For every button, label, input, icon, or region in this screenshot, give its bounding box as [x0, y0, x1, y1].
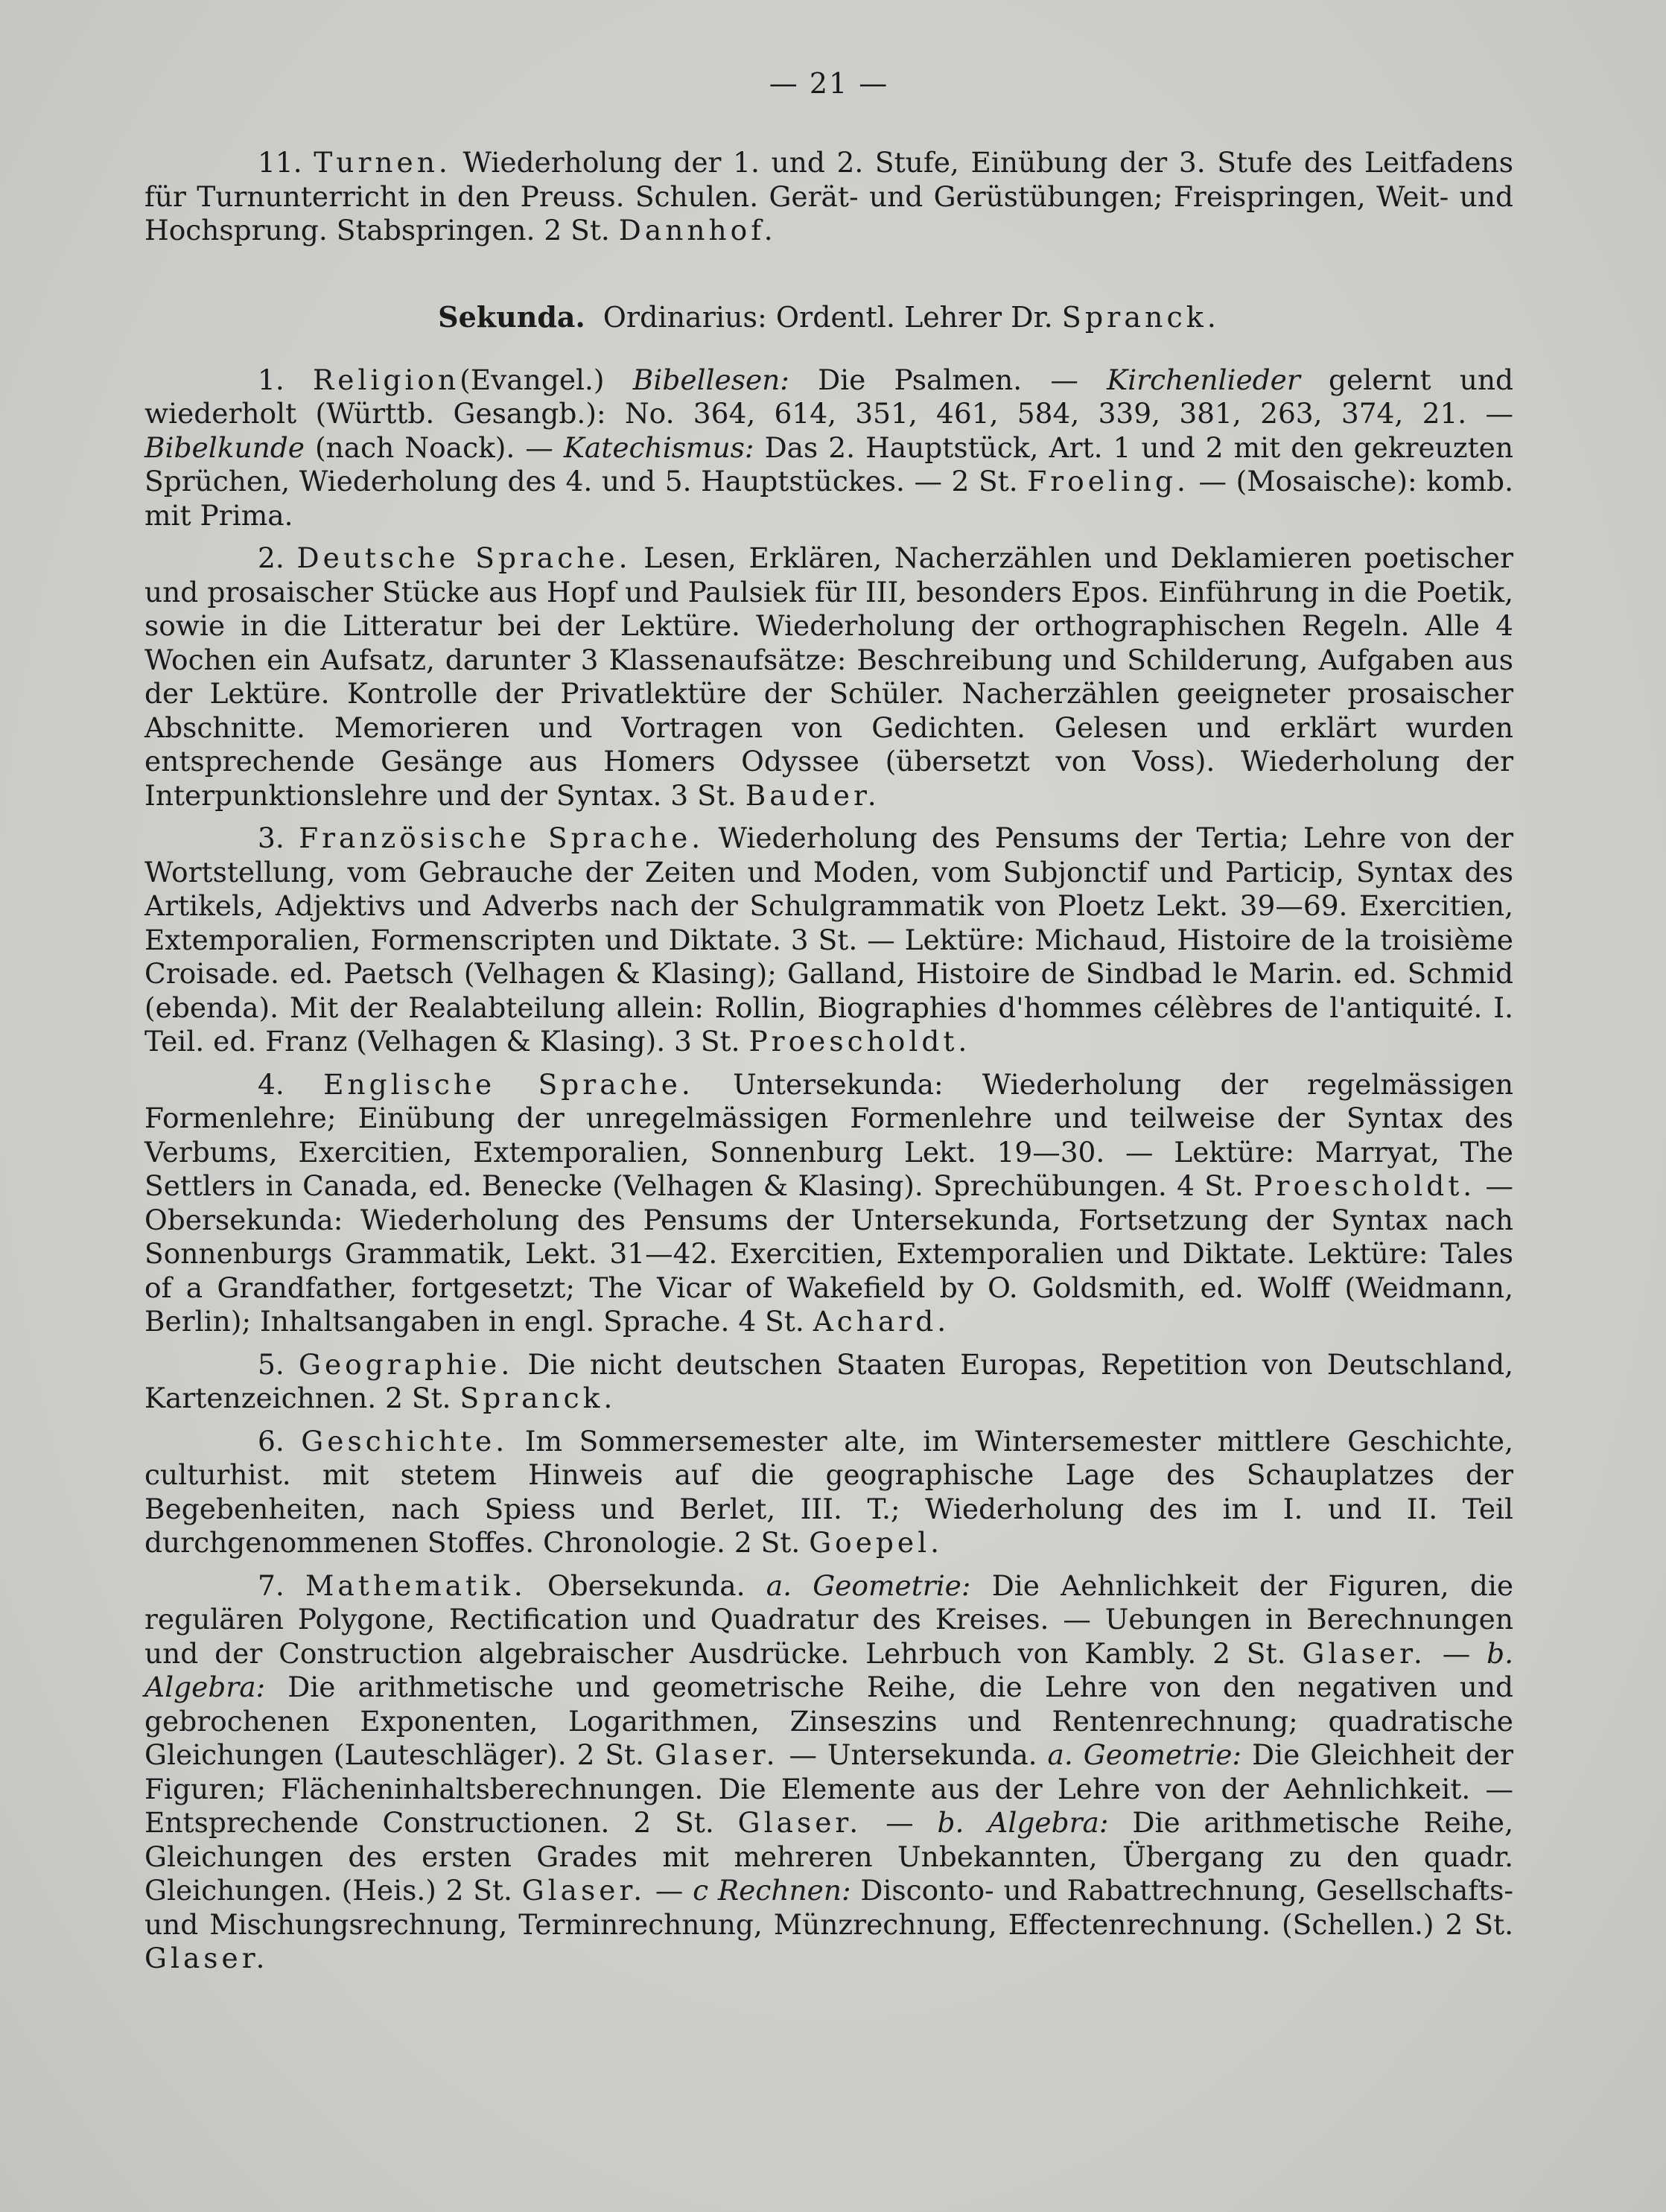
section-text: Das 2. Hauptstück, Art. 1 und 2 mit den gekreuzten Sprüchen, Wiederholung des 4. und 5. Hauptstückes. — 2 St.: [144, 430, 1514, 498]
section-text: — Untersekunda.: [789, 1738, 1037, 1771]
subject-title: Turnen.: [314, 146, 451, 179]
teacher-name: Glaser.: [737, 1806, 862, 1839]
subject-title: Französische Sprache.: [299, 821, 705, 854]
section-number: 1.: [258, 363, 284, 396]
section-number: 4.: [258, 1067, 284, 1101]
section-text: Die Psalmen. —: [818, 363, 1078, 396]
teacher-name: Glaser.: [521, 1874, 646, 1907]
teacher-name: Proescholdt.: [1253, 1169, 1476, 1202]
section-text: Die arithmetische Reihe, Gleichungen des ersten Grades mit mehreren Unbekannten, Übergang zu den quadr. Gleichungen. (Heis.) 2 St.: [144, 1806, 1514, 1907]
teacher-name: Froeling.: [1027, 465, 1189, 498]
topic-label: a. Geometrie:: [766, 1569, 971, 1602]
topic-label: Bibellesen:: [632, 363, 789, 396]
section-number: 3.: [258, 821, 284, 854]
topic-label: c Rechnen:: [693, 1874, 851, 1907]
section-mathematik: [144, 1569, 1513, 1976]
section-text: Lesen, Erklären, Nacherzählen und Deklamieren poetischer und prosaischer Stücke aus Hopf und Paulsiek für III, besonders Epos. Einführung in die Poetik, sowie in die Litteratur bei der Lektüre. Wiederholung der orthographischen Regeln. Alle 4 Wochen ein Aufsatz, darunter 3 Klassenaufsätze: Beschreibung und Schilderung, Aufgaben aus der Lektüre. Kontrolle der Privatlektüre der Schüler. Nacherzählen geeigneter prosaischer Abschnitte. Memorieren und Vortragen von Gedichten. Gelesen und erklärt wurden entsprechende Gesänge aus Homers Odyssee (übersetzt von Voss). Wiederholung der Interpunktionslehre und der Syntax. 3 St.: [144, 541, 1514, 812]
subject-title: Religion: [312, 363, 460, 396]
topic-label: b. Algebra:: [144, 1636, 1513, 1703]
subject-title: Deutsche Sprache.: [296, 541, 632, 574]
section-text: Untersekunda: Wiederholung der regelmässigen Formenlehre; Einübung der unregelmässigen Formenlehre und teilweise der Syntax des Verbums, Exercitien, Extemporalien, Sonnenburg Lekt. 19—30. — Lektüre: Marryat, The Settlers in Canada, ed. Benecke (Velhagen & Klasing). Sprechübungen. 4 St.: [144, 1067, 1513, 1202]
class-heading: [144, 300, 1513, 334]
subject-title: Englische Sprache.: [323, 1067, 694, 1101]
section-number: 2.: [258, 541, 284, 574]
section-text: Disconto- und Rabattrechnung, Gesellschafts- und Mischungsrechnung, Terminrechnung, Münzrechnung, Effectenrechnung. (Schellen.) 2 St.: [144, 1874, 1514, 1941]
section-number: 5.: [258, 1347, 284, 1381]
section-number: 6.: [258, 1424, 284, 1458]
class-heading-text: Ordinarius: Ordentl. Lehrer Dr.: [603, 300, 1053, 334]
section-text: (Evangel.): [460, 363, 605, 396]
section-text: gelernt und wiederholt (Württb. Gesangb.): No. 364, 614, 351, 461, 584, 339, 381, 263, 374, 21. —: [144, 363, 1514, 430]
section-number: 11.: [258, 146, 302, 179]
class-name: Sekunda.: [438, 299, 585, 334]
teacher-name: Proescholdt.: [748, 1025, 971, 1058]
teacher-name: Achard.: [813, 1305, 950, 1338]
section-geographie: [144, 1348, 1513, 1416]
section-text: —: [886, 1806, 914, 1839]
subject-title: Geschichte.: [301, 1424, 509, 1458]
section-text: —: [655, 1874, 684, 1907]
teacher-name: Dannhof.: [618, 214, 777, 247]
section-text: Im Sommersemester alte, im Wintersemester mittlere Geschichte, culturhist. mit stetem Hinweis auf die geographische Lage des Schauplatzes der Begebenheiten, nach Spiess und Berlet, III. T.; Wiederholung des im I. und II. Teil durchgenommenen Stoffes. Chronologie. 2 St.: [144, 1424, 1514, 1559]
subject-title: Geographie.: [299, 1347, 514, 1381]
section-text: (nach Noack). —: [315, 430, 553, 464]
teacher-name: Spranck.: [460, 1382, 617, 1414]
section-franzoesisch: [144, 821, 1513, 1059]
teacher-name: Glaser.: [655, 1738, 779, 1771]
subject-title: Mathematik.: [305, 1569, 527, 1602]
teacher-name: Goepel.: [809, 1526, 944, 1559]
section-text: Wiederholung der 1. und 2. Stufe, Einübung der 3. Stufe des Leitfadens für Turnunterricht in den Preuss. Schulen. Gerät- und Gerüstübungen; Freispringen, Weit- und Hochsprung. Stabspringen. 2 St.: [144, 146, 1514, 247]
section-number: 7.: [258, 1569, 284, 1602]
teacher-name: Bauder.: [745, 778, 880, 812]
section-text: — Obersekunda: Wiederholung des Pensums der Untersekunda, Fortsetzung der Syntax nach Sonnenburgs Grammatik, Lekt. 31—42. Exercitien, Extemporalien und Diktate. Lektüre: Tales of a Grandfather, fortgesetzt; The Vicar of Wakefield by O. Goldsmith, ed. Wolff (Weidmann, Berlin); Inhaltsangaben in engl. Sprache. 4 St.: [144, 1169, 1514, 1338]
section-turnen: [144, 146, 1513, 248]
topic-label: Kirchenlieder: [1107, 363, 1300, 396]
topic-label: Bibelkunde: [144, 430, 305, 464]
page-number: — 21 —: [769, 67, 889, 100]
section-text: Wiederholung des Pensums der Tertia; Lehre von der Wortstellung, vom Gebrauche der Zeiten und Moden, vom Subjonctif und Particip, Syntax des Artikels, Adjektivs und Adverbs nach der Schulgrammatik von Ploetz Lekt. 39—69. Exercitien, Extemporalien, Formenscripten und Diktate. 3 St. — Lektüre: Michaud, Histoire de la troisième Croisade. ed. Paetsch (Velhagen & Klasing); Galland, Histoire de Sindbad le Marin. ed. Schmid (ebenda). Mit der Realabteilung allein: Rollin, Biographies d'hommes célèbres de l'antiquité. I. Teil. ed. Franz (Velhagen & Klasing). 3 St.: [144, 821, 1513, 1058]
section-geschichte: [144, 1425, 1513, 1560]
section-deutsch: [144, 541, 1513, 813]
section-text: Die nicht deutschen Staaten Europas, Repetition von Deutschland, Kartenzeichnen. 2 St.: [144, 1347, 1514, 1414]
section-text: Die Gleichheit der Figuren; Flächeninhaltsberechnungen. Die Elemente aus der Lehre von der Aehnlichkeit. — Entsprechende Constructionen. 2 St.: [144, 1738, 1513, 1839]
topic-label: b. Algebra:: [937, 1806, 1109, 1839]
topic-label: Katechismus:: [563, 430, 754, 464]
section-religion: [144, 363, 1513, 533]
section-englisch: [144, 1068, 1513, 1339]
section-text: Die arithmetische und geometrische Reihe, die Lehre von den negativen und gebrochenen Exponenten, Logarithmen, Zinseszins und Rentenrechnung; quadratische Gleichungen (Lauteschläger). 2 St.: [144, 1671, 1513, 1771]
teacher-name: Glaser.: [144, 1942, 269, 1974]
section-text: —: [1442, 1636, 1471, 1670]
topic-label: a. Geometrie:: [1047, 1738, 1242, 1771]
ordinarius-name: Spranck.: [1061, 300, 1220, 334]
teacher-name: Glaser.: [1302, 1636, 1426, 1670]
section-text: Die Aehnlichkeit der Figuren, die regulären Polygone, Rectification und Quadratur des Kreises. — Uebungen in Berechnungen und der Construction algebraischer Ausdrücke. Lehrbuch von Kambly. 2 St.: [144, 1569, 1514, 1670]
section-text: — (Mosaische): komb. mit Prima.: [144, 465, 1513, 532]
section-text: Obersekunda.: [547, 1569, 745, 1602]
